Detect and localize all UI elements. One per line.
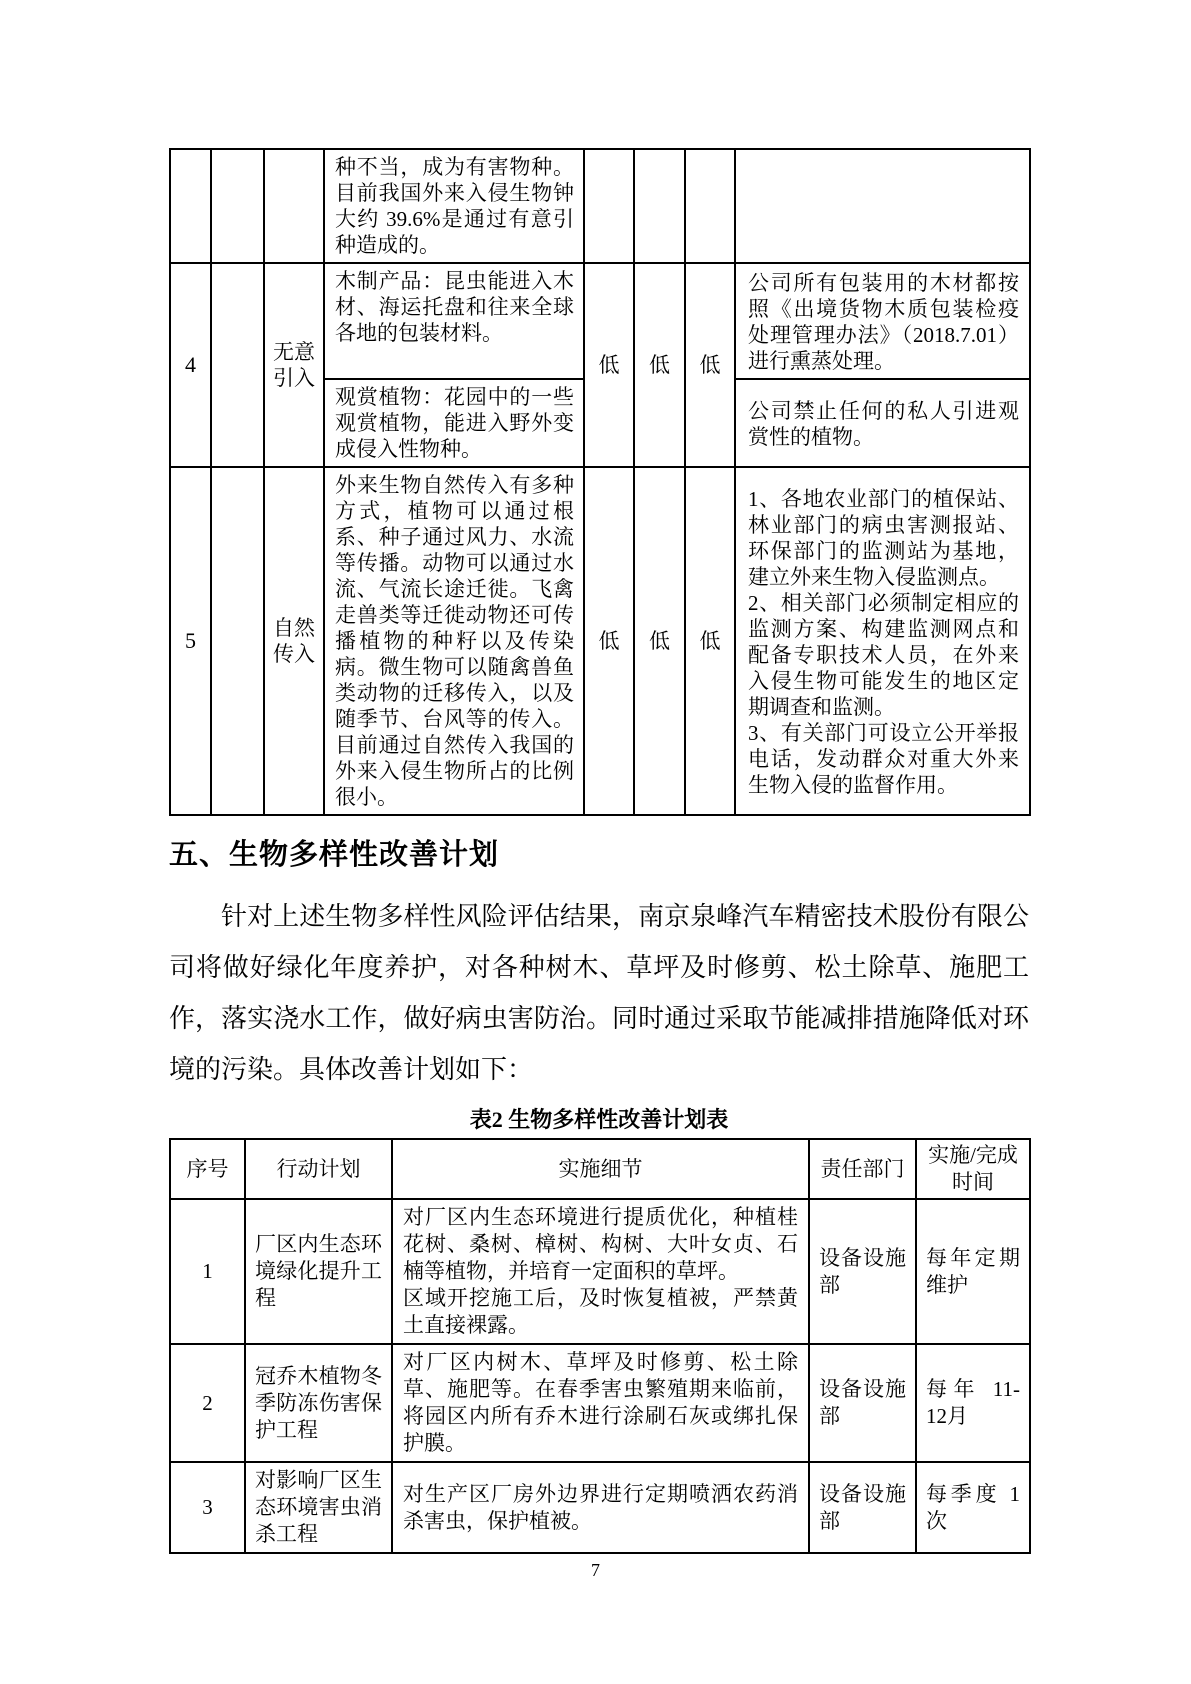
table1-cell-rating: 低 (584, 467, 634, 815)
table2-header-action: 行动计划 (245, 1139, 392, 1199)
table2-cell-schedule: 每年定期维护 (916, 1199, 1030, 1344)
measure-item: 3、有关部门可设立公开举报电话，发动群众对重大外来生物入侵的监督作用。 (748, 721, 1019, 797)
improvement-plan-table (169, 1138, 1031, 1554)
table2-header-row (170, 1139, 1030, 1199)
table1-cell-measures: 公司所有包装用的木材都按照《出境货物木质包装检疫处理管理办法》（2018.7.01）进行熏蒸处理。 (735, 263, 1030, 379)
table-row-5 (170, 467, 1030, 815)
detail-item: 对生产区厂房外边界进行定期喷洒农药消杀害虫，保护植被。 (403, 1481, 798, 1533)
table1-cell-rating-empty (685, 149, 735, 263)
table2-cell-action: 对影响厂区生态环境害虫消杀工程 (245, 1462, 392, 1553)
table2-cell-schedule: 每季度 1次 (916, 1462, 1030, 1553)
table2-cell-department: 设备设施部 (809, 1199, 916, 1344)
table1-cell-rating-empty (584, 149, 634, 263)
measure-item: 2、相关部门必须制定相应的监测方案、构建监测网点和配备专职技术人员，在外来入侵生物可能发生的地区定期调查和监测。 (748, 591, 1019, 719)
table2-header-details: 实施细节 (392, 1139, 809, 1199)
table2-cell-details (392, 1462, 809, 1553)
table1-cell-measures: 公司禁止任何的私人引进观赏性的植物。 (735, 379, 1030, 467)
table-row-4a (170, 263, 1030, 379)
table2-row (170, 1199, 1030, 1344)
table1-cell-rating: 低 (685, 467, 735, 815)
section-paragraph: 针对上述生物多样性风险评估结果，南京泉峰汽车精密技术股份有限公司将做好绿化年度养护，对各种树木、草坪及时修剪、松土除草、施肥工作，落实浇水工作，做好病虫害防治。同时通过采取节能减排措施降低对环境的污染。具体改善计划如下： (169, 902, 1029, 1084)
table1-cell-rating: 低 (634, 263, 685, 467)
page-content (169, 148, 1029, 1554)
page-number: 7 (591, 1560, 600, 1580)
table1-cell-num: 5 (170, 467, 211, 815)
detail-item: 对厂区内生态环境进行提质优化，种植桂花树、桑树、樟树、构树、大叶女贞、石楠等植物，并培育一定面积的草坪。 (403, 1205, 798, 1283)
table2-row (170, 1344, 1030, 1462)
table2-cell-schedule: 每年 11-12月 (916, 1344, 1030, 1462)
table1-cell-description: 外来生物自然传入有多种方式，植物可以通过根系、种子通过风力、水流等传播。动物可以通过水流、气流长途迁徙。飞禽走兽类等迁徙动物还可传播植物的种籽以及传染病。微生物可以随禽兽鱼类动物的迁移传入，以及随季节、台风等的传入。目前通过自然传入我国的外来入侵生物所占的比例很小。 (324, 467, 584, 815)
table1-cell-rating-empty (634, 149, 685, 263)
table1-cell-measures-empty (735, 149, 1030, 263)
table1-cell-group-empty (211, 149, 264, 263)
table1-cell-description: 观赏植物：花园中的一些观赏植物，能进入野外变成侵入性物种。 (324, 379, 584, 467)
table1-cell-rating: 低 (685, 263, 735, 467)
measure-item: 1、各地农业部门的植保站、林业部门的病虫害测报站、环保部门的监测站为基地，建立外来生物入侵监测点。 (748, 487, 1019, 589)
table2-cell-department: 设备设施部 (809, 1344, 916, 1462)
table2-cell-department: 设备设施部 (809, 1462, 916, 1553)
table1-cell-rating: 低 (584, 263, 634, 467)
table2-header-department: 责任部门 (809, 1139, 916, 1199)
table1-cell-description: 木制产品：昆虫能进入木材、海运托盘和往来全球各地的包装材料。 (324, 263, 584, 379)
table2-cell-details (392, 1199, 809, 1344)
table-row-continuation (170, 149, 1030, 263)
table2-cell-action: 厂区内生态环境绿化提升工程 (245, 1199, 392, 1344)
table1-cell-measures (735, 467, 1030, 815)
table2-cell-action: 冠乔木植物冬季防冻伤害保护工程 (245, 1344, 392, 1462)
table2-cell-num: 2 (170, 1344, 245, 1462)
detail-item: 区域开挖施工后，及时恢复植被，严禁黄土直接裸露。 (403, 1286, 798, 1337)
table2-header-schedule: 实施/完成时间 (916, 1139, 1030, 1199)
table1-cell-category-empty (264, 149, 324, 263)
table1-cell-group-empty (211, 467, 264, 815)
table1-cell-num: 4 (170, 263, 211, 467)
table2-cell-num: 1 (170, 1199, 245, 1344)
risk-assessment-table (169, 148, 1031, 816)
table2-header-num: 序号 (170, 1139, 245, 1199)
table1-cell-category: 自然传入 (264, 467, 324, 815)
table1-cell-rating: 低 (634, 467, 685, 815)
table1-cell-description: 种不当，成为有害物种。目前我国外来入侵生物钟大约 39.6%是通过有意引种造成的。 (324, 149, 584, 263)
table2-cell-num: 3 (170, 1462, 245, 1553)
table1-cell-num-empty (170, 149, 211, 263)
table2-row (170, 1462, 1030, 1553)
detail-item: 对厂区内树木、草坪及时修剪、松土除草、施肥等。在春季害虫繁殖期来临前，将园区内所有乔木进行涂刷石灰或绑扎保护膜。 (403, 1350, 798, 1455)
table2-cell-details (392, 1344, 809, 1462)
table1-cell-category: 无意引入 (264, 263, 324, 467)
section-heading: 五、生物多样性改善计划 (169, 839, 500, 871)
table2-title: 表2 生物多样性改善计划表 (469, 1107, 729, 1132)
table1-cell-group-empty (211, 263, 264, 467)
